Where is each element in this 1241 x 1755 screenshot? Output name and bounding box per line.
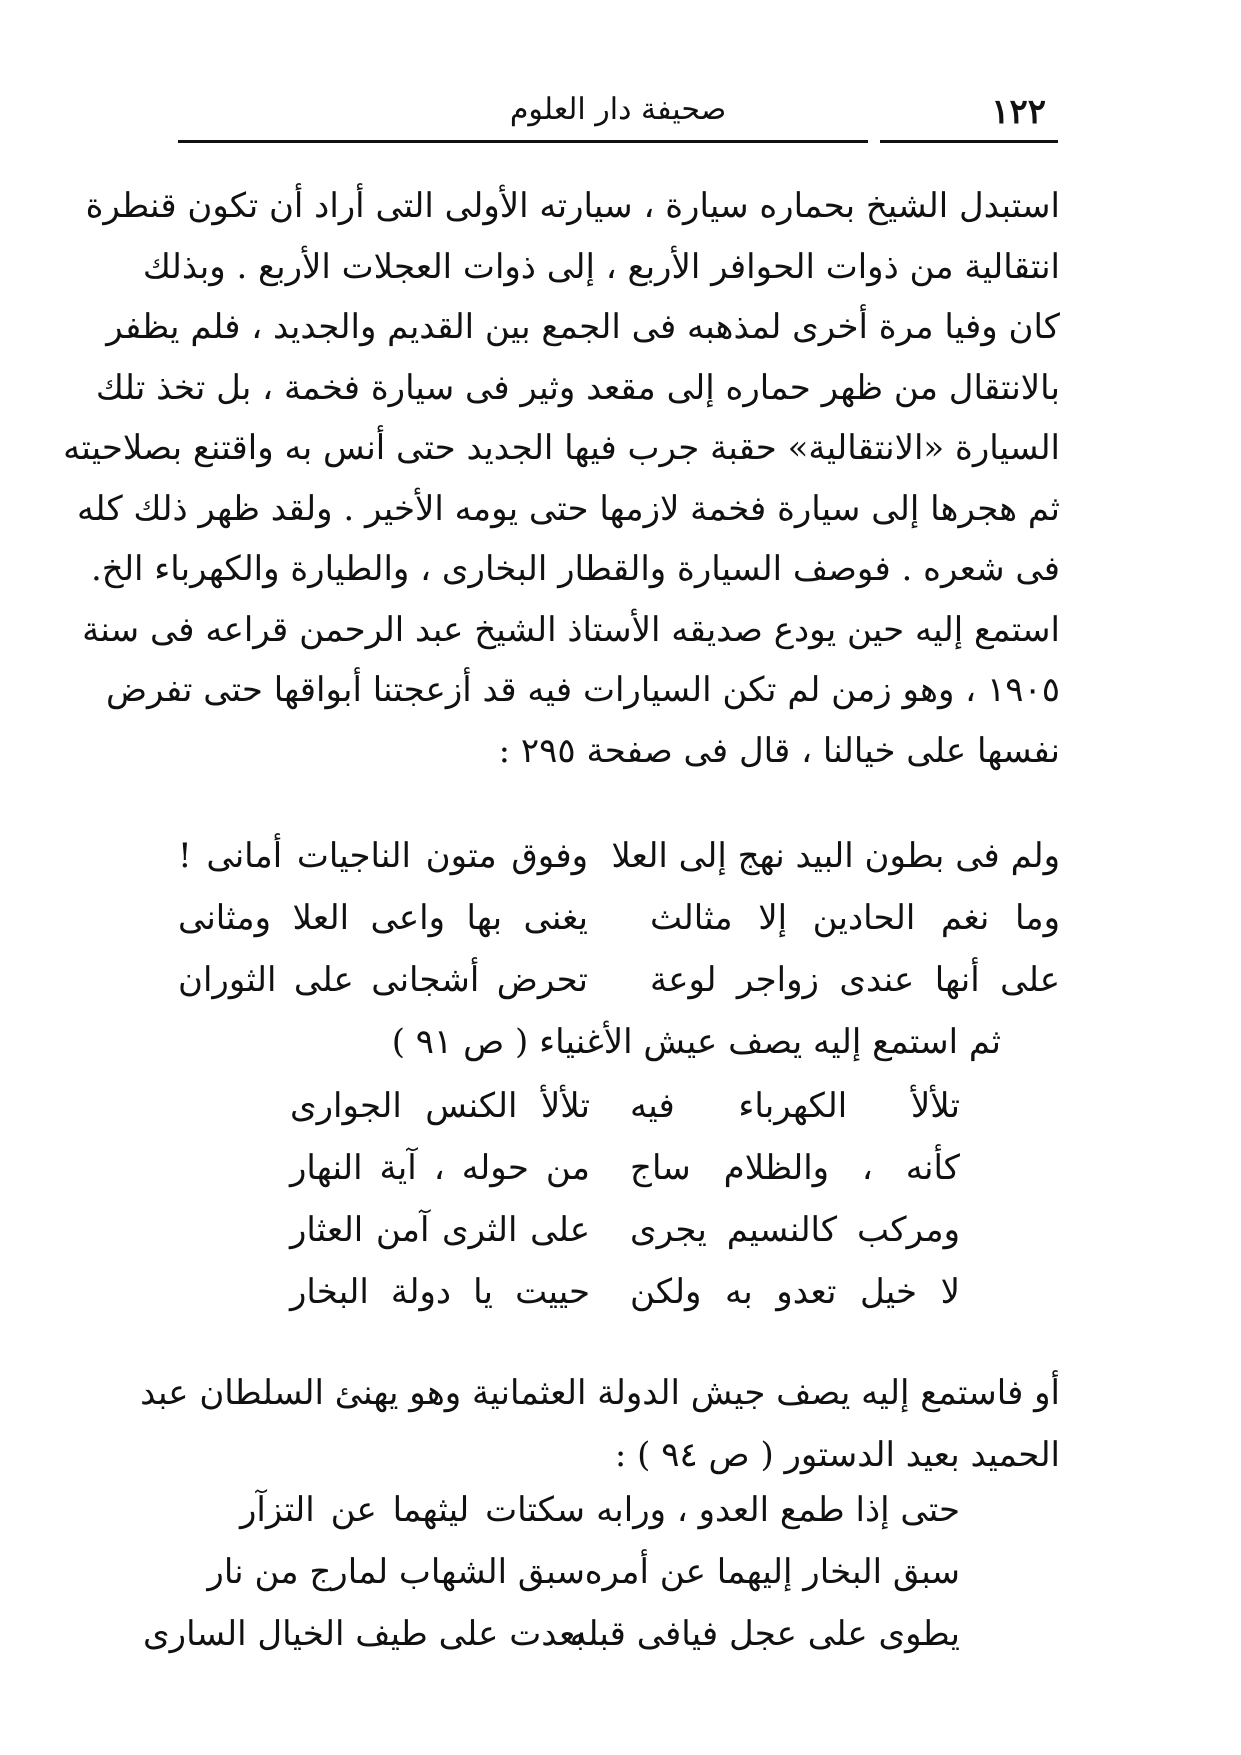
prose-line: بالانتقال من ظهر حماره إلى مقعد وثير فى سيارة فخمة ، بل تخذ تلك bbox=[95, 367, 1060, 408]
verse-second-hemistich: تلألأ الكنس الجوارى bbox=[290, 1086, 590, 1126]
verse-second-hemistich: يغنى بها واعى العلا ومثانى bbox=[178, 898, 588, 938]
prose-line: أو فاستمع إليه يصف جيش الدولة العثمانية وهو يهنئ السلطان عبد bbox=[140, 1373, 1060, 1413]
verse-first-hemistich: كأنه ، والظلام ساج bbox=[630, 1148, 960, 1188]
prose-line-last: نفسها على خيالنا ، قال فى صفحة ٢٩٥ : bbox=[498, 730, 1060, 771]
prose-line: السيارة «الانتقالية» حقبة جرب فيها الجديد حتى أنس به واقتنع بصلاحيته bbox=[63, 428, 1060, 468]
verse-row bbox=[178, 960, 1060, 1022]
verse-first-hemistich: ولم فى بطون البيد نهج إلى العلا bbox=[611, 836, 1060, 876]
verse-first-hemistich: تلألأ الكهرباء فيه bbox=[630, 1086, 960, 1126]
verse-second-hemistich: بعدت على طيف الخيال السارى bbox=[143, 1614, 585, 1654]
verse-row bbox=[178, 836, 1060, 898]
verse-second-hemistich: تحرض أشجانى على الثوران bbox=[178, 960, 588, 1000]
verse-second-hemistich: سبق الشهاب لمارج من نار bbox=[207, 1552, 585, 1592]
poem-excerpt-3 bbox=[143, 1490, 960, 1676]
verse-first-hemistich: يطوى على عجل فيافى قبله bbox=[569, 1614, 960, 1654]
verse-second-hemistich: حييت يا دولة البخار bbox=[290, 1272, 590, 1312]
prose-line-last: الحميد بعيد الدستور ( ص ٩٤ ) : bbox=[614, 1435, 1060, 1475]
prose-paragraph-1 bbox=[63, 176, 1060, 781]
running-title: صحيفة دار العلوم bbox=[509, 92, 727, 127]
header-rule-short bbox=[880, 140, 1058, 143]
verse-first-hemistich: حتى إذا طمع العدو ، ورابه bbox=[596, 1490, 960, 1530]
verse-second-hemistich: وفوق متون الناجيات أمانى ! bbox=[178, 836, 588, 876]
verse-row bbox=[240, 1490, 960, 1552]
verse-second-hemistich: سكتات ليثهما عن التزآر bbox=[240, 1490, 585, 1530]
prose-paragraph-2 bbox=[140, 1362, 1060, 1486]
poem-excerpt-1 bbox=[178, 836, 1060, 1022]
intro-line: ثم استمع إليه يصف عيش الأغنياء ( ص ٩١ ) bbox=[391, 1022, 1001, 1062]
verse-second-hemistich: من حوله ، آية النهار bbox=[290, 1148, 590, 1188]
verse-row bbox=[178, 898, 1060, 960]
verse-first-hemistich: على أنها عندى زواجر لوعة bbox=[650, 960, 1060, 1000]
verse-row bbox=[143, 1614, 960, 1676]
poem-excerpt-2 bbox=[290, 1086, 960, 1334]
prose-line: استبدل الشيخ بحماره سيارة ، سيارته الأولى التى أراد أن تكون قنطرة bbox=[85, 186, 1060, 226]
verse-first-hemistich: سبق البخار إليهما عن أمره bbox=[584, 1552, 960, 1592]
prose-line: فى شعره . فوصف السيارة والقطار البخارى ، والطيارة والكهرباء الخ. bbox=[90, 549, 1060, 589]
page-header bbox=[178, 84, 1058, 134]
verse-row bbox=[290, 1272, 960, 1334]
verse-row bbox=[290, 1210, 960, 1272]
verse-first-hemistich: ومركب كالنسيم يجرى bbox=[630, 1210, 960, 1250]
verse-row bbox=[290, 1148, 960, 1210]
verse-second-hemistich: على الثرى آمن العثار bbox=[290, 1210, 590, 1250]
prose-line: كان وفيا مرة أخرى لمذهبه فى الجمع بين القديم والجديد ، فلم يظفر bbox=[106, 307, 1060, 347]
verse-first-hemistich: لا خيل تعدو به ولكن bbox=[630, 1272, 960, 1312]
prose-line: ١٩٠٥ ، وهو زمن لم تكن السيارات فيه قد أزعجتنا أبواقها حتى تفرض bbox=[105, 670, 1060, 710]
prose-line: استمع إليه حين يودع صديقه الأستاذ الشيخ عبد الرحمن قراعه فى سنة bbox=[82, 609, 1060, 650]
header-rule bbox=[178, 140, 868, 143]
verse-row bbox=[290, 1086, 960, 1148]
prose-line: ثم هجرها إلى سيارة فخمة لازمها حتى يومه الأخير . ولقد ظهر ذلك كله bbox=[76, 488, 1060, 529]
verse-row bbox=[207, 1552, 960, 1614]
page-number: ١٢٢ bbox=[991, 92, 1046, 132]
prose-line: انتقالية من ذوات الحوافر الأربع ، إلى ذوات العجلات الأربع . وبذلك bbox=[142, 246, 1060, 287]
verse-first-hemistich: وما نغم الحادين إلا مثالث bbox=[650, 898, 1060, 938]
